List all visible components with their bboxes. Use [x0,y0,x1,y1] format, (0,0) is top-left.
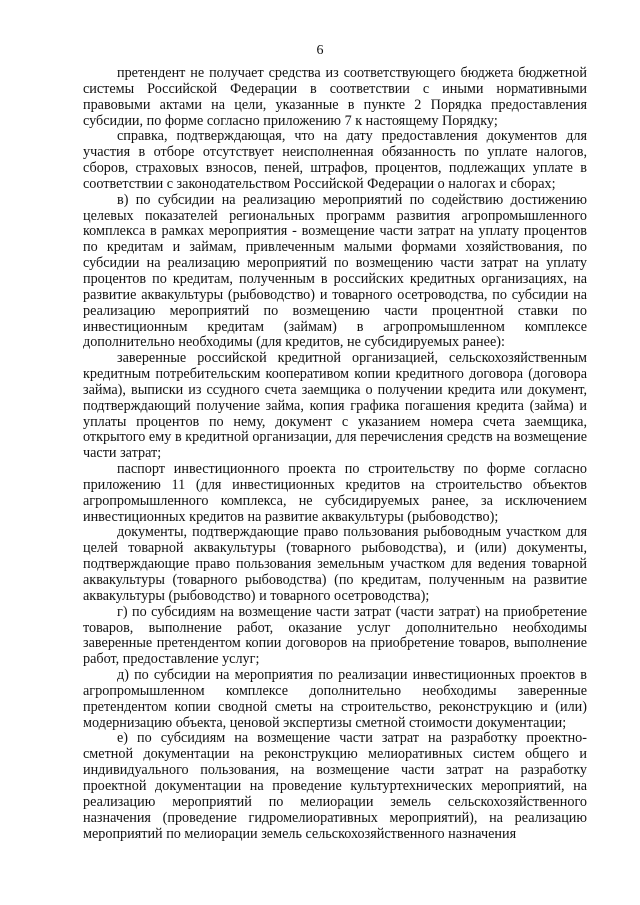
paragraph-investment-passport: паспорт инвестиционного проекта по строительству по форме согласно приложению 11 (для инвестиционных кредитов на строительство объектов агропромышленного комплекса, не субсидируемых ранее, за исключением инвестиционных кредитов на развитие аквакультуры (рыбоводство); [83,461,587,525]
paragraph-tax-certificate: справка, подтверждающая, что на дату предоставления документов для участия в отборе отсутствует неисполненная обязанность по уплате налогов, сборов, страховых взносов, пеней, штрафов, процентов, подлежащих уплате в соответствии с законодательством Российской Федерации о налогах и сборах; [83,128,587,192]
paragraph-credit-documents: заверенные российской кредитной организацией, сельскохозяйственным кредитным потребительским кооперативом копии кредитного договора (договора займа), выписки из ссудного счета заемщика о получении кредита или документ, подтверждающий получение займа, копия графика погашения кредита (займа) и уплаты процентов по нему, документ с указанием номера счета заемщика, открытого ему в кредитной организации, для перечисления средств на возмещение части затрат; [83,350,587,462]
paragraph-aquaculture-rights: документы, подтверждающие право пользования рыбоводным участком для целей товарной аквакультуры (товарного рыбоводства), и (или) документы, подтверждающие право пользования земельным участком для ведения товарной аквакультуры (товарного рыбоводства) (по кредитам, полученным на развитие аквакультуры (рыбоводство) и товарного осетроводства); [83,524,587,604]
paragraph-item-g: г) по субсидиям на возмещение части затрат (части затрат) на приобретение товаров, выполнение работ, оказание услуг дополнительно необходимы заверенные претендентом копии договоров на приобретение товаров, выполнение работ, предоставление услуг; [83,603,587,668]
page-number: 6 [316,43,324,58]
paragraph-item-v: в) по субсидии на реализацию мероприятий по содействию достижению целевых показателей региональных программ развития агропромышленного комплекса в рамках мероприятия - возмещение части затрат на уплату процентов по кредитам и займам, привлеченным малыми формами хозяйствования, по субсидии на реализацию мероприятий по возмещению части затрат на уплату процентов по кредитам, полученным в российских кредитных организациях, на развитие аквакультуры (рыбоводство) и товарного осетроводства, по субсидии на реализацию мероприятий по возмещению части процентной ставки по инвестиционным кредитам (займам) в агропромышленном комплексе дополнительно необходимы (для кредитов, не субсидируемых ранее): [83,191,587,351]
document-body [83,66,587,842]
paragraph-item-e: е) по субсидиям на возмещение части затрат на разработку проектно-сметной документации на реконструкцию мелиоративных систем общего и индивидуального пользования, на возмещение части затрат на разработку проектной документации на проведение культуртехнических мероприятий, на реализацию мероприятий по мелиорации земель сельскохозяйственного назначения (проведение гидромелиоративных мероприятий), на реализацию мероприятий по мелиорации земель сельскохозяйственного назначения [83,730,587,842]
paragraph-item-d: д) по субсидии на мероприятия по реализации инвестиционных проектов в агропромышленном комплексе дополнительно необходимы заверенные претендентом копии сводной сметы на строительство, реконструкцию и (или) модернизацию объекта, ценовой экспертизы сметной стоимости документации; [83,667,587,731]
paragraph-applicant-no-funds: претендент не получает средства из соответствующего бюджета бюджетной системы Российской Федерации в соответствии с иными нормативными правовыми актами на цели, указанные в пункте 2 Порядка предоставления субсидии, по форме согласно приложению 7 к настоящему Порядку; [83,65,587,129]
